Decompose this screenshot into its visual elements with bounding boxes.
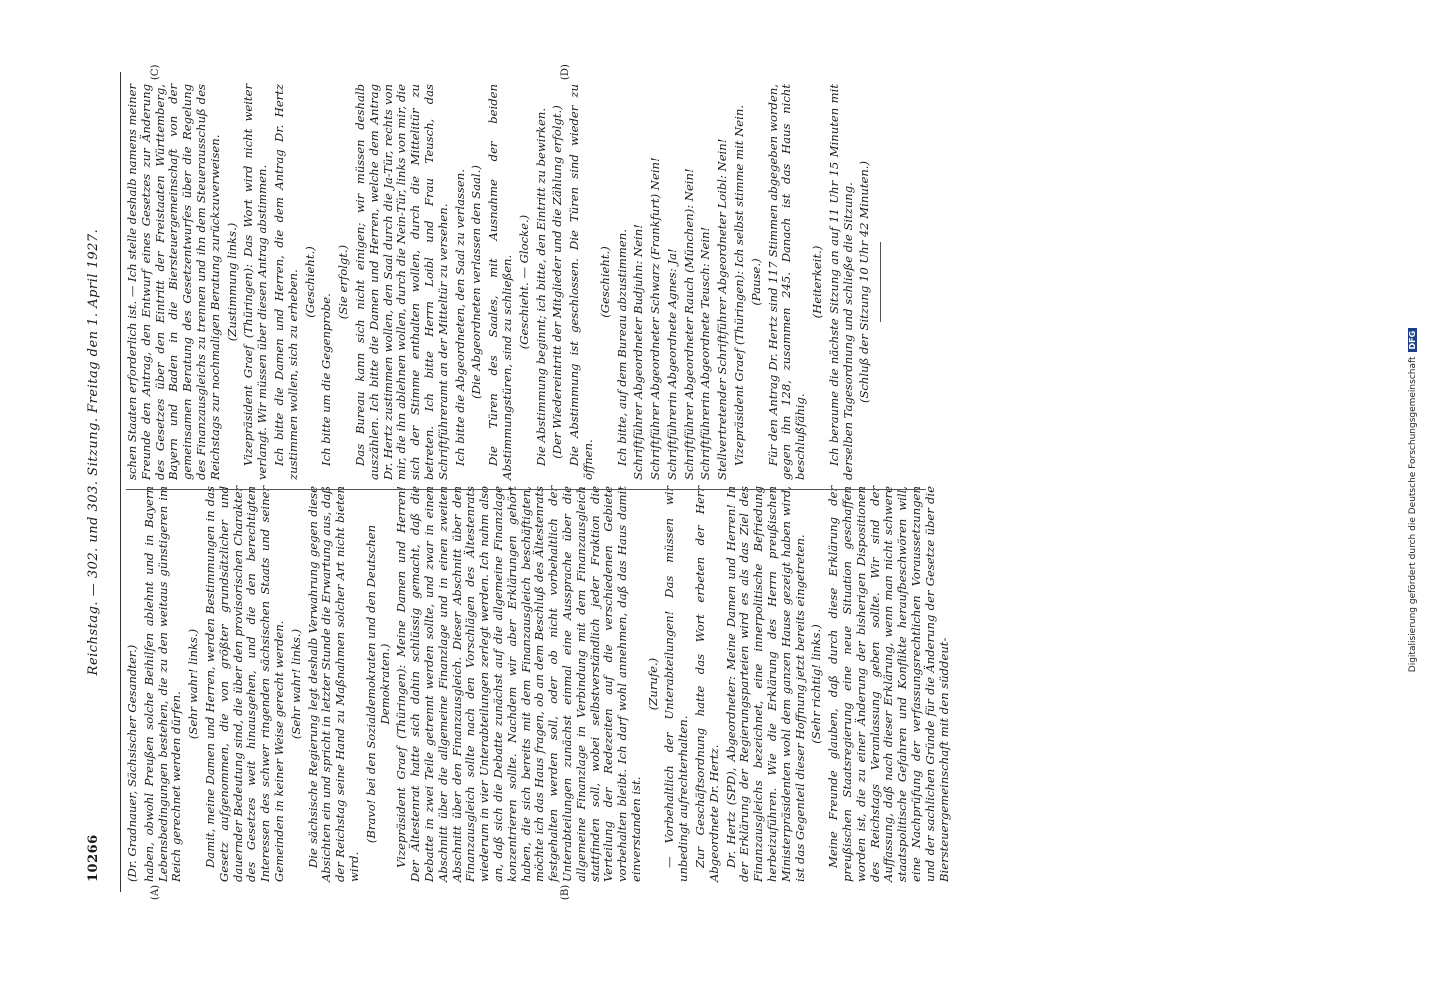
- closing-note: (Schluß der Sitzung 10 Uhr 42 Minuten.): [857, 160, 872, 404]
- right-column: [126, 84, 881, 480]
- paragraph: Zur Geschäftsordnung hatte das Wort erbeten der Herr Abgeordnete Dr. Hertz.: [693, 486, 721, 882]
- paragraph: Dr. Hertz (SPD), Abgeordneter: Meine Damen und Herren! In der Erklärung der Regierungsparteien wird es als das Ziel des Finanzausgleichs bezeichnet, eine innerpolitische Befriedung herbeizuführen. Wie die Erklärung des Herrn preußischen Ministerpräsidenten wohl dem ganzen Hause gezeigt haben wird, ist das Gegenteil dieser Hoffnung jetzt bereits eingetreten.: [723, 486, 807, 882]
- paragraph: Vizepräsident Graef (Thüringen): Ich selbst stimme mit Nein.: [732, 104, 747, 466]
- paragraph: Die Türen des Saales, mit Ausnahme der beiden Abstimmungstüren, sind zu schließen.: [486, 84, 514, 480]
- paragraph: Vizepräsident Graef (Thüringen): Meine Damen und Herren! Der Ältestenrat hatte sich dahin schlüssig gemacht, daß die Debatte in zwei Teile getrennt werden sollte, und zwar in einen Abschnitt über die allgemeine Finanzlage und in einen zweiten Abschnitt über den Finanzausgleich. Dieser Abschnitt über den Finanzausgleich sollte nach den Vorschlägen des Ältestenrats wiederum in vier Unterabteilungen zerlegt werden. Ich nahm also an, daß sich die Debatte zunächst auf die allgemeine Finanzlage konzentrieren sollte. Nachdem wir aber Erklärungen gehört haben, die sich bereits mit dem Finanzausgleich beschäftigten, möchte ich das Haus fragen, ob an dem Beschluß des Ältestenrats festgehalten werden soll, oder ob nicht vorbehaltlich der Unterabteilungen zunächst einmal eine Aussprache über die allgemeine Finanzlage in Verbindung mit dem Finanzausgleich stattfinden soll, wobei selbstverständlich jeder Fraktion die Verteilung der Redezeiten auf die verschiedenen Gebiete vorbehalten bleibt. Ich darf wohl annehmen, daß das Haus damit einverstanden ist.: [394, 486, 643, 882]
- interjection: (Die Abgeordneten verlassen den Saal.): [469, 165, 484, 399]
- paragraph: schen Staaten erforderlich ist. — Ich stelle deshalb namens meiner Freunde den Antrag, den Entwurf eines Gesetzes zur Änderung des Gesetzes über den Eintritt der Freistaaten Württemberg, Bayern und Baden in die Biersteuergemeinschaft von der gemeinsamen Beratung des Gesetzentwurfes über die Regelung des Finanzausgleichs zu trennen und ihn dem Steuerausschuß des Reichstags zur nochmaligen Beratung zurückzuverweisen.: [125, 84, 222, 480]
- paragraph: haben, obwohl Preußen solche Beihilfen ablehnt und in Bayern Lebensbedingungen bestehen, die zu den weitaus günstigeren im Reich gerechnet werden dürfen.: [141, 486, 184, 882]
- vote-line: Schriftführerin Abgeordnete Teusch: Nein!: [698, 226, 713, 480]
- interjection: (Geschieht. — Glocke.): [516, 214, 531, 350]
- margin-mark-c: (C): [150, 64, 161, 80]
- margin-mark-a: (A): [150, 884, 161, 900]
- interjection: (Bravo! bei den Sozialdemokraten und den Deutschen Demokraten.): [363, 524, 392, 844]
- interjection: (Der Wiedereintritt der Mitglieder und die Zählung erfolgt.): [550, 105, 565, 459]
- paragraph: Ich bitte um die Gegenprobe.: [319, 293, 334, 466]
- paragraph: Für den Antrag Dr. Hertz sind 117 Stimmen abgegeben worden, gegen ihn 128, zusammen 245. Danach ist das Haus nicht beschlußfähig.: [765, 84, 808, 480]
- paragraph: Ich bitte, auf dem Bureau abzustimmen.: [614, 229, 629, 466]
- interjection: (Pause.): [748, 258, 763, 306]
- dfg-logo: DFG: [1408, 328, 1417, 353]
- paragraph: Die Abstimmung beginnt; ich bitte, den Eintritt zu bewirken.: [533, 107, 548, 466]
- interjection: (Geschieht.): [302, 246, 317, 318]
- paragraph: Damit, meine Damen und Herren, werden Bestimmungen in das Gesetz aufgenommen, die von größter grundsätzlicher und dauernder Bedeutung sind, die über den provisorischen Charakter des Gesetzes weit hinausgehen, und die den berechtigten Interessen des schwer ringenden sächsischen Staats und seiner Gemeinden in keiner Weise gerecht werden.: [202, 486, 286, 882]
- paragraph: Vizepräsident Graef (Thüringen): Das Wort wird nicht weiter verlangt. Wir müssen über diesen Antrag abstimmen.: [241, 84, 270, 480]
- footer-text: Digitalisierung gefördert durch die Deutsche Forschungsgemeinschaft: [1408, 356, 1418, 673]
- speaker-line: (Dr. Gradnauer, Sächsischer Gesandter.): [125, 644, 139, 882]
- interjection: (Zurufe.): [645, 657, 660, 711]
- interjection: (Sie erfolgt.): [336, 244, 351, 320]
- paragraph: Ich bitte die Abgeordneten, den Saal zu verlassen.: [452, 169, 467, 466]
- paragraph: Ich bitte die Damen und Herren, die dem Antrag Dr. Hertz zustimmen wollen, sich zu erheben.: [271, 84, 300, 480]
- interjection: (Heiterkeit.): [810, 245, 825, 319]
- running-head: Reichstag. — 302. und 303. Sitzung. Freitag den 1. April 1927.: [86, 228, 101, 676]
- end-rule: [880, 242, 881, 322]
- interjection: (Sehr wahr! links.): [186, 628, 201, 740]
- page-number: 10266: [86, 834, 101, 882]
- vote-line: Stellvertretender Schriftführer Abgeordneter Loibl: Nein!: [715, 138, 730, 480]
- interjection: (Zustimmung links.): [224, 222, 239, 342]
- left-column: [126, 486, 954, 882]
- paragraph: Die Abstimmung ist geschlossen. Die Türen sind wieder zu öffnen.: [567, 84, 595, 480]
- header-rule: [120, 72, 121, 892]
- paragraph: Ich beraume die nächste Sitzung an auf 11 Uhr 15 Minuten mit derselben Tagesordnung und schließe die Sitzung.: [826, 84, 855, 480]
- paragraph: Die sächsische Regierung legt deshalb Verwahrung gegen diese Absichten ein und spricht in letzter Stunde die Erwartung aus, daß der Reichstag seine Hand zu Maßnahmen solcher Art nicht bieten wird.: [305, 486, 361, 882]
- margin-mark-b: (B): [560, 884, 571, 900]
- digitization-footer: [1408, 0, 1426, 1000]
- paragraph: Meine Freunde glauben, daß durch diese Erklärung der preußischen Staatsregierung eine neue Situation geschaffen worden ist, die zu einer Änderung der bisherigen Dispositionen des Reichstags Veranlassung geben sollte. Wir sind der Auffassung, daß nach dieser Erklärung, wenn man nicht schwere staatspolitische Gefahren und Konflikte heraufbeschwören will, eine Nachprüfung der verfassungsrechtlichen Voraussetzungen und der sachlichen Gründe für die Änderung der Gesetze über die Biersteuergemeinschaft mit den süddeut-: [826, 486, 951, 882]
- margin-mark-d: (D): [560, 64, 571, 80]
- paragraph: Das Bureau kann sich nicht einigen; wir müssen deshalb auszählen. Ich bitte die Damen und Herren, welche dem Antrag Dr. Hertz zustimmen wollen, den Saal durch die Ja-Tür, rechts von mir, die ihn ablehnen wollen, durch die Nein-Tür, links von mir, die sich der Stimme enthalten wollen, durch die Mittelitür zu betreten. Ich bitte Herrn Loibl und Frau Teusch, das Schriftführeramt an der Mitteltür zu versehen.: [352, 84, 450, 480]
- vote-line: Schriftführer Abgeordneter Budjuhn: Nein!: [631, 224, 646, 480]
- paragraph: — Vorbehaltlich der Unterabteilungen! Das müssen wir unbedingt aufrechterhalten.: [662, 486, 691, 882]
- interjection: (Sehr wahr! links.): [288, 628, 303, 740]
- vote-line: Schriftführer Abgeordneter Rauch (München): Nein!: [681, 168, 696, 480]
- interjection: (Geschieht.): [597, 246, 612, 318]
- vote-line: Schriftführerin Abgeordnete Agnes: Ja!: [664, 248, 679, 480]
- column-divider: [126, 489, 926, 490]
- interjection: (Sehr richtig! links.): [809, 624, 824, 744]
- vote-line: Schriftführer Abgeordneter Schwarz (Frankfurt) Nein!: [648, 157, 663, 480]
- page-header: [86, 72, 110, 882]
